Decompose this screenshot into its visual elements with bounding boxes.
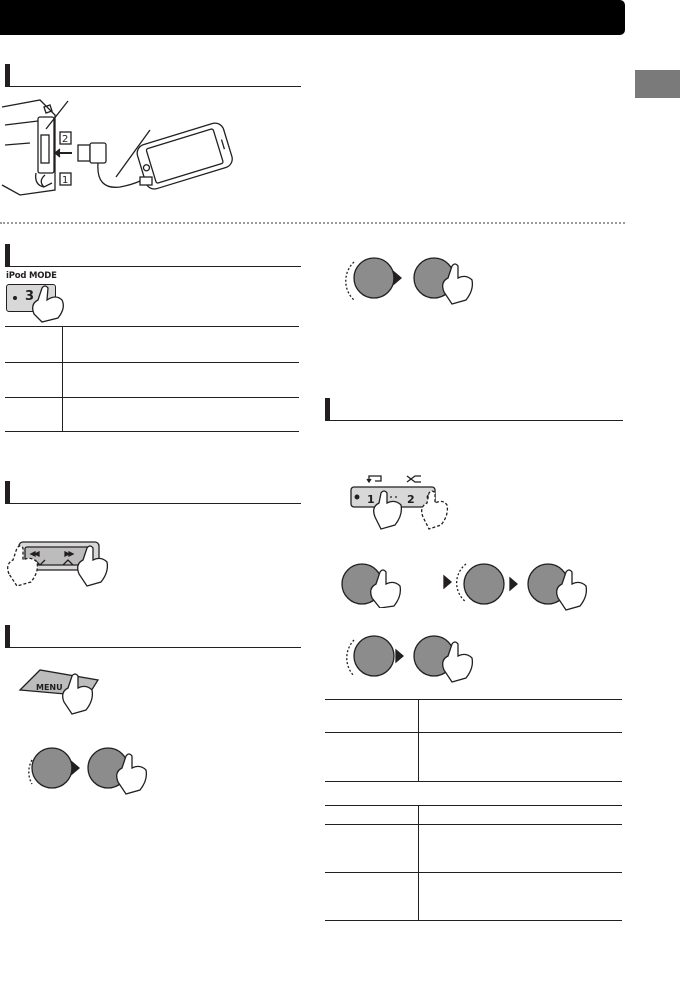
control-dial-press-icon[interactable] [336, 558, 406, 608]
shuffle-button-number: 2 [407, 493, 415, 506]
seek-buttons-icon[interactable] [5, 538, 120, 593]
table-rule [5, 397, 299, 398]
control-dial-turn-press-icon-top[interactable] [342, 252, 492, 312]
control-dial-turn-press-icon-right[interactable] [440, 556, 600, 611]
section-header-menu [5, 625, 301, 648]
table-rule [325, 732, 622, 733]
page-title-bar [0, 0, 625, 35]
section-divider [0, 222, 625, 224]
table-rule [325, 805, 622, 806]
table-rule [325, 920, 622, 921]
table-rule [5, 431, 299, 432]
table-rule [5, 362, 299, 363]
table-rule [325, 872, 622, 873]
table-rule [5, 326, 299, 327]
control-dial-turn-press-icon[interactable] [22, 742, 162, 802]
table-rule [325, 781, 622, 782]
ipod-mode-label: iPod MODE [6, 271, 57, 281]
table-column-divider [418, 805, 419, 920]
control-dial-turn-press-icon-lower[interactable] [344, 628, 494, 688]
section-header-connect [5, 64, 301, 87]
language-side-tab [635, 70, 680, 98]
repeat-shuffle-buttons-icon[interactable] [345, 473, 450, 531]
menu-button-icon[interactable] [18, 666, 108, 721]
svg-text:1: 1 [62, 175, 69, 186]
usb-connection-illustration [0, 95, 240, 205]
section-header-ipod-mode [5, 244, 301, 267]
section-header-seek [5, 481, 301, 504]
table-column-divider [418, 699, 419, 781]
ipod-mode-preset-number: 3 [25, 289, 35, 304]
section-header-repeat-shuffle [325, 398, 623, 421]
table-rule [325, 699, 622, 700]
shuffle-icon [407, 476, 421, 482]
table-column-divider [62, 326, 63, 431]
svg-text:2: 2 [62, 134, 69, 145]
repeat-button-number: 1 [367, 493, 375, 506]
finger-press-icon [28, 284, 68, 324]
table-rule [325, 824, 622, 825]
menu-button-label: MENU [36, 683, 63, 692]
